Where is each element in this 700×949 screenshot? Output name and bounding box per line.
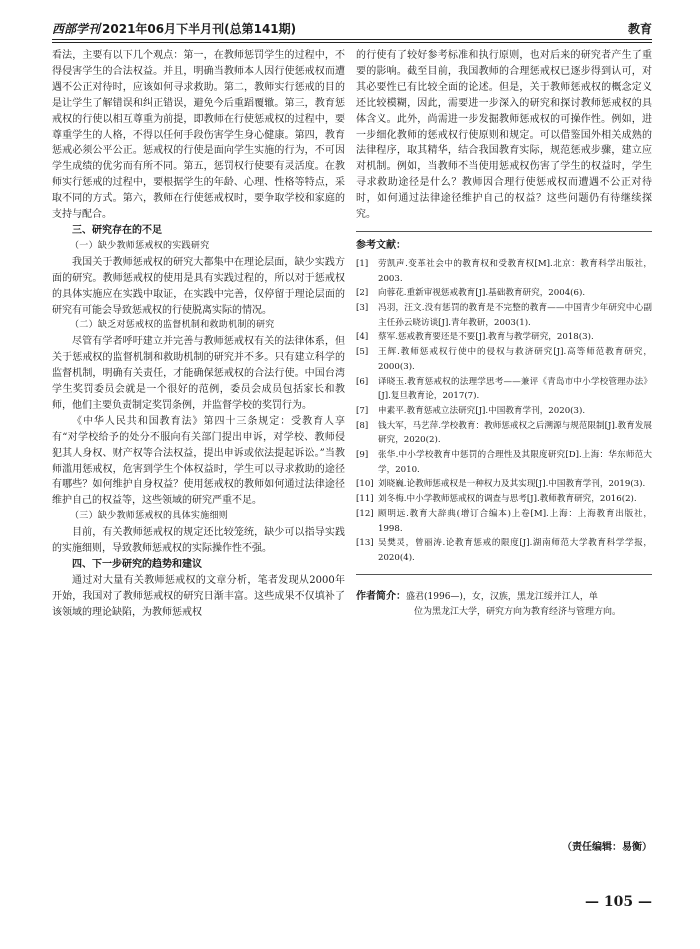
reference-list bbox=[356, 257, 652, 566]
body-paragraph: 《中华人民共和国教育法》第四十三条规定：受教育人享有“对学校给予的处分不服向有关部门提出申诉，对学校、教师侵犯其人身权、财产权等合法权益，提出申诉或依法提起诉讼。”当教师滥用惩戒权，危害到学生个体权益时，学生可以寻求救助的途径有哪些？如何维护自身权益？使用惩戒权的教师如何通过法律途径维护自己的权益等，这些领域的研究严重不足。 bbox=[52, 415, 345, 507]
reference-text: 钱大军，马艺萍.学校教育：教师惩戒权之后溯源与规范限制[J].教育发展研究，2020(2). bbox=[378, 420, 652, 446]
author-label: 作者简介： bbox=[356, 590, 406, 602]
reference-item bbox=[356, 257, 652, 286]
reference-item bbox=[356, 345, 652, 374]
body-paragraph: 的行使有了较好参考标准和执行原则，也对后来的研究者产生了重要的影响。截至目前，我国教师的合理惩戒权已逐步得到认可，对其必要性已有比较全面的论述。但是，关于教师惩戒权的概念定义还比较模糊，因此，需要进一步深入的研究和探讨教师惩戒权的具体含义。此外，尚需进一步发掘教师惩戒权的可操作性。例如，进一步细化教师的惩戒权行使原则和规定。可以借鉴国外相关成熟的法律程序，取其精华，结合我国教育实际，规范惩戒步骤，建立应对机制。例如，当教师不当使用惩戒权伤害了学生的权益时，学生寻求救助途径是什么？教师因合理行使惩戒权而遭遇不公正对待时，如何通过法律途径维护自己的权益？这些问题仍有待继续探究。 bbox=[356, 50, 652, 221]
reference-item bbox=[356, 404, 652, 419]
reference-text: 刘冬梅.中小学教师惩戒权的调查与思考[J].教师教育研究，2016(2). bbox=[378, 494, 637, 505]
author-line-1: 盛君(1996—)，女，汉族，黑龙江绥并江人，单 bbox=[406, 591, 598, 602]
reference-text: 王辉.教师惩戒权行使中的侵权与救济研究[J].高等师范教育研究，2000(3). bbox=[378, 347, 652, 372]
reference-number: [3] bbox=[356, 302, 369, 313]
section-heading: 四、下一步研究的趋势和建议 bbox=[72, 559, 202, 570]
reference-item bbox=[356, 301, 652, 330]
right-column bbox=[356, 48, 652, 620]
journal-masthead: 西部学刊 bbox=[52, 22, 101, 36]
reference-number: [7] bbox=[356, 405, 369, 416]
reference-number: [2] bbox=[356, 288, 369, 299]
body-paragraph: 目前，有关教师惩戒权的规定还比较笼统，缺少可以指导实践的实施细则，导致教师惩戒权的实际操作性不强。 bbox=[52, 527, 345, 555]
issue-info: 2021年06月下半月刊(总第141期) bbox=[102, 22, 297, 36]
section-name: 教育 bbox=[627, 22, 652, 36]
reference-number: [8] bbox=[356, 420, 369, 431]
page-number: — 105 — bbox=[585, 894, 652, 910]
body-paragraph: 我国关于教师惩戒权的研究大都集中在理论层面，缺少实践方面的研究。教师惩戒权的使用是具有实践过程的，所以对于惩戒权的具体实施应在实践中取证，在实践中完善，仅停留于理论层面的研究有可能会导致惩戒权的行使脱离实际的情况。 bbox=[52, 256, 345, 316]
reference-item bbox=[356, 375, 652, 404]
references-heading: 参考文献： bbox=[356, 239, 406, 251]
reference-item bbox=[356, 448, 652, 477]
reference-text: 张华.中小学校教育中惩罚的合理性及其限度研究[D].上海：华东师范大学，2010. bbox=[378, 450, 652, 475]
reference-text: 向蓉花.重新审视惩戒教育[J].基础教育研究，2004(6). bbox=[378, 288, 586, 299]
header-rule-thick bbox=[52, 39, 652, 40]
responsible-editor: （责任编辑：易衡） bbox=[562, 842, 652, 853]
reference-number: [9] bbox=[356, 450, 369, 461]
section-heading: 三、研究存在的不足 bbox=[72, 224, 162, 236]
author-divider bbox=[356, 574, 652, 575]
subsection-heading: （三）缺少教师惩戒权的具体实施细则 bbox=[70, 511, 229, 522]
body-paragraph: 看法，主要有以下几个观点：第一，在教师惩罚学生的过程中，不得侵害学生的合法权益。并且，明确当教师本人因行使惩戒权而遭遇不公正对待时，应该如何寻求救助。第二，教师实行惩戒的目的是让学生了解错误和纠正错误，避免今后重蹈覆辙。第三，教育惩戒权的行使以相互尊重为前提，即教师在行使惩戒权的过程中，要尊重学生的人格，不得以任何手段伤害学生身心健康。第四，教育惩戒必须公平公正。惩戒权的行使是面向学生实施的行为，不可因学生成绩的优劣而有所不同。第五，惩罚权行使要有灵活度。在教师实行惩戒的过程中，要根据学生的年龄、心理、性格等特点，采取不同的方式。第六，教师在行使惩戒权时，要争取学校和家庭的支持与配合。 bbox=[52, 50, 345, 221]
subsection-heading: （二）缺乏对惩戒权的监督机制和救助机制的研究 bbox=[70, 320, 275, 331]
reference-item bbox=[356, 286, 652, 301]
body-paragraph: 通过对大量有关教师惩戒权的文章分析，笔者发现从2000年开始，我国对了教师惩戒权的研究日渐丰富。这些成果不仅填补了该领域的理论缺陷，为教师惩戒权 bbox=[52, 574, 345, 618]
reference-number: [13] bbox=[356, 538, 374, 549]
reference-number: [11] bbox=[356, 494, 374, 505]
reference-number: [4] bbox=[356, 332, 369, 343]
references-divider bbox=[356, 231, 652, 232]
header-rule-thin bbox=[52, 42, 652, 43]
subsection-heading: （一）缺少教师惩戒权的实践研究 bbox=[70, 240, 210, 251]
left-column bbox=[52, 48, 345, 621]
reference-item bbox=[356, 507, 652, 536]
reference-item bbox=[356, 419, 652, 448]
body-paragraph: 尽管有学者呼吁建立并完善与教师惩戒权有关的法律体系，但关于惩戒权的监督机制和救助机制的研究并不多。只有建立科学的监督机制，明确有关责任，才能确保惩戒权的合法行使。中国台湾学生奖罚委员会就是一个很好的范例，委员会成员包括家长和教师，他们主要负责制定奖罚条例，并监督学校的奖罚行为。 bbox=[52, 336, 345, 411]
reference-number: [10] bbox=[356, 479, 374, 490]
journal-issue-line bbox=[52, 20, 296, 37]
reference-text: 冯羽，汪文.没有惩罚的教育是不完整的教育——中国青少年研究中心副主任孙云晓访谈[J].青年教研，2003(1). bbox=[378, 302, 652, 328]
reference-number: [5] bbox=[356, 347, 369, 358]
reference-text: 蔡军.惩戒教育要还是不要[J].教育与教学研究，2018(3). bbox=[378, 332, 594, 343]
reference-item bbox=[356, 536, 652, 565]
reference-number: [12] bbox=[356, 508, 374, 519]
reference-text: 译晓玉.教育惩戒权的法理学思考——兼评《青岛市中小学校管理办法》[J].复旦教育论，2017(7). bbox=[378, 376, 652, 402]
reference-item bbox=[356, 330, 652, 345]
reference-number: [1] bbox=[356, 258, 369, 269]
reference-item bbox=[356, 477, 652, 492]
reference-text: 顾明远.教育大辞典(增订合编本)上卷[M].上海：上海教育出版社，1998. bbox=[378, 508, 652, 534]
reference-number: [6] bbox=[356, 376, 369, 387]
reference-text: 刘晓巍.论教师惩戒权是一种权力及其实现[J].中国教育学刊，2019(3). bbox=[378, 479, 646, 490]
author-bio bbox=[356, 589, 652, 620]
author-line-2: 位为黑龙江大学，研究方向为教育经济与管理方向。 bbox=[414, 606, 622, 617]
reference-item bbox=[356, 492, 652, 507]
reference-text: 劳凯声.变革社会中的教育权和受教育权[M].北京：教育科学出版社，2003. bbox=[378, 258, 652, 284]
reference-text: 申素平.教育惩戒立法研究[J].中国教育学刊，2020(3). bbox=[378, 405, 586, 416]
reference-text: 吴樊灵，曾丽涛.论教育惩戒的限度[J].湖南师范大学教育科学学报，2020(4). bbox=[378, 538, 652, 563]
